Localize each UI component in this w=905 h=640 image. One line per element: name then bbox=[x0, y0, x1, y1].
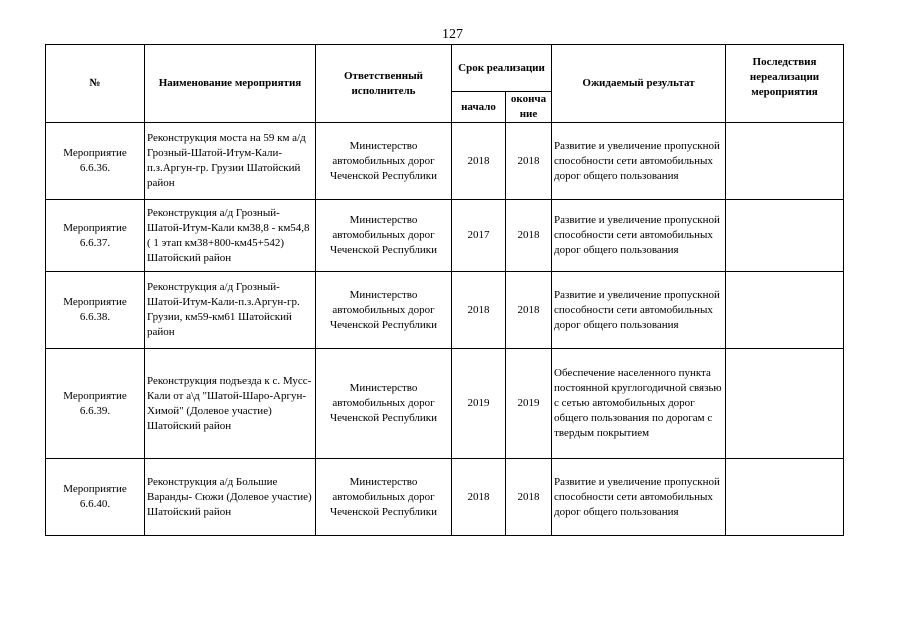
table-row bbox=[46, 123, 844, 200]
table-row bbox=[46, 272, 844, 349]
row-name: Реконструкция а/д Грозный-Шатой-Итум-Кали км38,8 - км54,8 ( 1 этап км38+800-км45+542) Шатойский район bbox=[145, 200, 316, 272]
row-executor: Министерство автомобильных дорог Чеченской Республики bbox=[316, 349, 452, 459]
row-name: Реконструкция подъезда к с. Мусс-Кали от а\д "Шатой-Шаро-Аргун-Химой" (Долевое участие) Шатойский район bbox=[145, 349, 316, 459]
row-consequences bbox=[726, 349, 844, 459]
row-consequences bbox=[726, 200, 844, 272]
row-executor: Министерство автомобильных дорог Чеченской Республики bbox=[316, 123, 452, 200]
page-number: 127 bbox=[442, 27, 463, 42]
row-consequences bbox=[726, 459, 844, 536]
row-end: 2018 bbox=[506, 459, 552, 536]
row-result: Развитие и увеличение пропускной способности сети автомобильных дорог общего пользования bbox=[552, 459, 726, 536]
row-name: Реконструкция а/д Грозный-Шатой-Итум-Кали-п.з.Аргун-гр. Грузии, км59-км61 Шатойский район bbox=[145, 272, 316, 349]
row-name: Реконструкция моста на 59 км а/д Грозный-Шатой-Итум-Кали-п.з.Аргун-гр. Грузии Шатойский район bbox=[145, 123, 316, 200]
row-end: 2019 bbox=[506, 349, 552, 459]
row-name: Реконструкция а/д Большие Варанды- Сюжи (Долевое участие) Шатойский район bbox=[145, 459, 316, 536]
header-executor: Ответственный исполнитель bbox=[316, 45, 452, 123]
row-start: 2019 bbox=[452, 349, 506, 459]
header-start: начало bbox=[452, 92, 506, 123]
row-start: 2018 bbox=[452, 123, 506, 200]
row-end: 2018 bbox=[506, 272, 552, 349]
table-row bbox=[46, 200, 844, 272]
header-num: № bbox=[46, 45, 145, 123]
row-executor: Министерство автомобильных дорог Чеченской Республики bbox=[316, 459, 452, 536]
header-term: Срок реализации bbox=[452, 45, 552, 92]
row-executor: Министерство автомобильных дорог Чеченской Республики bbox=[316, 272, 452, 349]
row-end: 2018 bbox=[506, 200, 552, 272]
row-result: Развитие и увеличение пропускной способности сети автомобильных дорог общего пользования bbox=[552, 200, 726, 272]
row-result: Развитие и увеличение пропускной способности сети автомобильных дорог общего пользования bbox=[552, 123, 726, 200]
row-result: Развитие и увеличение пропускной способности сети автомобильных дорог общего пользования bbox=[552, 272, 726, 349]
row-num: Мероприятие 6.6.37. bbox=[46, 200, 145, 272]
header-result: Ожидаемый результат bbox=[552, 45, 726, 123]
row-start: 2018 bbox=[452, 459, 506, 536]
row-end: 2018 bbox=[506, 123, 552, 200]
header-row bbox=[46, 45, 844, 92]
measures-table bbox=[45, 44, 844, 536]
row-result: Обеспечение населенного пункта постоянной круглогодичной связью с сетью автомобильных дорог общего пользования по дорогам с твердым покрытием bbox=[552, 349, 726, 459]
row-start: 2017 bbox=[452, 200, 506, 272]
header-name: Наименование мероприятия bbox=[145, 45, 316, 123]
row-num: Мероприятие 6.6.40. bbox=[46, 459, 145, 536]
row-num: Мероприятие 6.6.36. bbox=[46, 123, 145, 200]
row-consequences bbox=[726, 272, 844, 349]
row-executor: Министерство автомобильных дорог Чеченской Республики bbox=[316, 200, 452, 272]
header-consequences: Последствия нереализации мероприятия bbox=[726, 45, 844, 123]
table-row bbox=[46, 459, 844, 536]
row-start: 2018 bbox=[452, 272, 506, 349]
row-num: Мероприятие 6.6.39. bbox=[46, 349, 145, 459]
table-row bbox=[46, 349, 844, 459]
header-end: оконча ние bbox=[506, 92, 552, 123]
row-consequences bbox=[726, 123, 844, 200]
row-num: Мероприятие 6.6.38. bbox=[46, 272, 145, 349]
